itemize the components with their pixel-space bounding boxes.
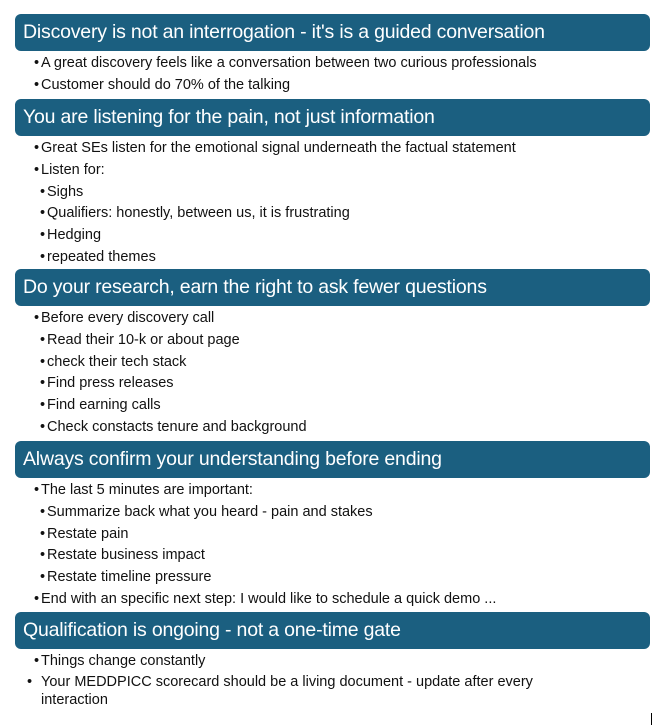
- bullet-list: [15, 51, 650, 97]
- sub-bullet-item: • Find press releases: [15, 373, 650, 395]
- sub-bullet-item: • Restate business impact: [15, 545, 650, 567]
- section-header: Always confirm your understanding before ending: [15, 441, 650, 478]
- bullet-item: • Listen for:: [15, 160, 650, 182]
- bullet-icon: •: [40, 375, 46, 392]
- bullet-icon: •: [40, 353, 46, 370]
- sub-bullet-item: • Read their 10-k or about page: [15, 330, 650, 352]
- section-listening: [15, 99, 650, 269]
- bullet-icon: •: [34, 310, 40, 326]
- section-qualification: [15, 612, 650, 709]
- section-header: Qualification is ongoing - not a one-time gate: [15, 612, 650, 649]
- bullet-item: • Before every discovery call: [15, 308, 650, 330]
- section-header: Do your research, earn the right to ask fewer questions: [15, 269, 650, 306]
- sub-bullet-item: • repeated themes: [15, 247, 650, 269]
- sub-bullet-item: • Sighs: [15, 182, 650, 204]
- bullet-list: [15, 478, 650, 611]
- bullet-item: • Your MEDDPICC scorecard should be a living document - update after every interaction: [27, 673, 533, 708]
- sub-bullet-item: • Restate pain: [15, 524, 650, 546]
- bullet-icon: •: [34, 590, 40, 607]
- bullet-item: • Things change constantly: [15, 651, 650, 673]
- sub-bullet-item: • Qualifiers: honestly, between us, it is frustrating: [15, 203, 650, 225]
- bullet-list: [15, 649, 650, 709]
- bullet-item: • Customer should do 70% of the talking: [15, 75, 650, 97]
- bullet-icon: •: [34, 161, 40, 178]
- section-discovery: [15, 14, 650, 97]
- bullet-icon: •: [40, 569, 46, 586]
- bullet-icon: •: [40, 547, 46, 564]
- sub-bullet-item: • Summarize back what you heard - pain and stakes: [15, 502, 650, 524]
- sub-bullet-item: • check their tech stack: [15, 352, 650, 374]
- bullet-icon: •: [40, 183, 46, 200]
- bullet-icon: •: [40, 331, 46, 348]
- sub-bullet-item: • Find earning calls: [15, 395, 650, 417]
- sub-bullet-item: • Hedging: [15, 225, 650, 247]
- bullet-icon: •: [40, 525, 46, 542]
- bullet-icon: •: [40, 205, 46, 222]
- bullet-icon: •: [34, 653, 40, 669]
- sub-bullet-item: • Restate timeline pressure: [15, 567, 650, 589]
- bullet-icon: •: [40, 248, 46, 265]
- text-cursor: [651, 713, 652, 725]
- section-header: You are listening for the pain, not just information: [15, 99, 650, 136]
- bullet-list: [15, 136, 650, 269]
- bullet-icon: •: [40, 503, 46, 520]
- section-header: Discovery is not an interrogation - it's is a guided conversation: [15, 14, 650, 51]
- section-confirm: [15, 441, 650, 611]
- bullet-list: [15, 306, 650, 439]
- bullet-item: • End with an specific next step: I would like to schedule a quick demo ...: [15, 589, 650, 611]
- bullet-item: • Great SEs listen for the emotional signal underneath the factual statement: [15, 138, 650, 160]
- bullet-icon: •: [34, 76, 40, 93]
- bullet-icon: •: [27, 673, 33, 690]
- bullet-icon: •: [40, 397, 46, 414]
- bullet-icon: •: [40, 418, 46, 435]
- bullet-icon: •: [34, 482, 40, 498]
- bullet-icon: •: [40, 227, 46, 244]
- bullet-item: • The last 5 minutes are important:: [15, 480, 650, 502]
- sub-bullet-item: • Check constacts tenure and background: [15, 417, 650, 439]
- bullet-item: • A great discovery feels like a conversation between two curious professionals: [15, 53, 650, 75]
- bullet-icon: •: [34, 55, 40, 71]
- bullet-icon: •: [34, 140, 40, 156]
- section-research: [15, 269, 650, 439]
